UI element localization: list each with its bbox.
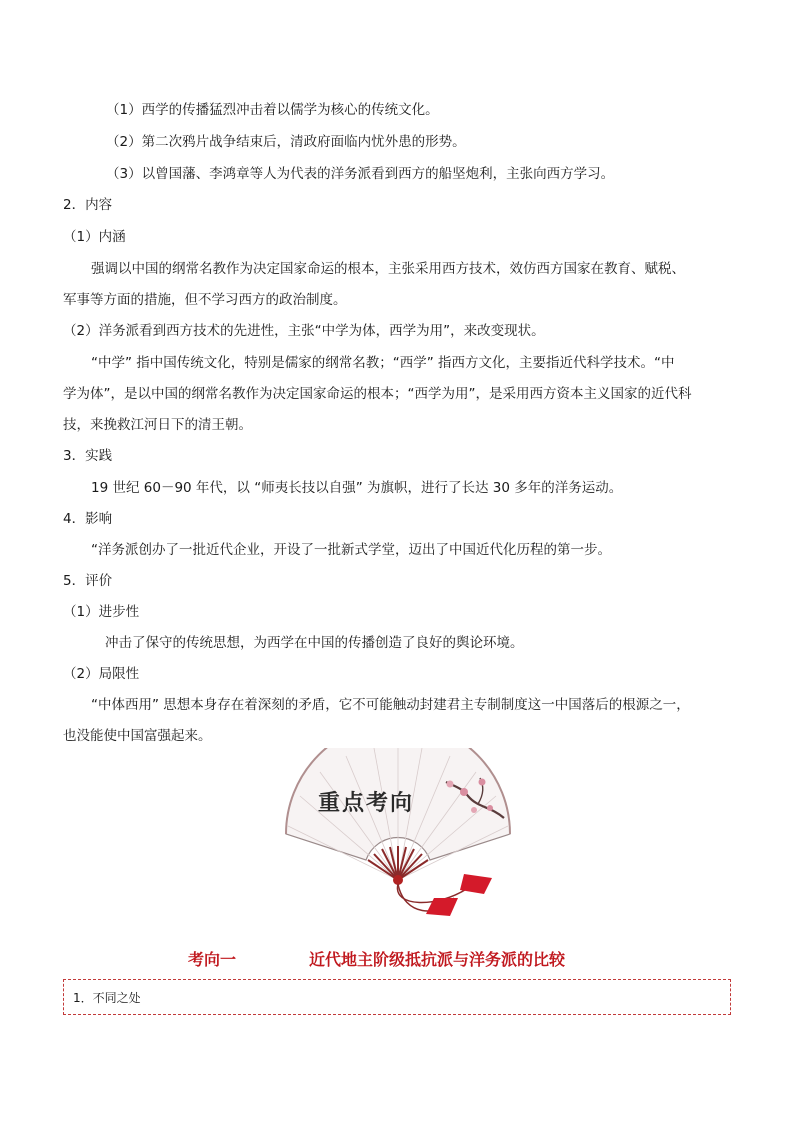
background-point-2: （2）第二次鸦片战争结束后，清政府面临内忧外患的形势。 [106, 134, 466, 150]
subheading-progressiveness: （1）进步性 [63, 604, 140, 620]
comparison-box [63, 979, 731, 1015]
heading-influence: 4．影响 [63, 511, 113, 527]
box-heading: 1．不同之处 [73, 991, 141, 1005]
zhongxue-text-line-1: “中学” 指中国传统文化，特别是儒家的纲常名教；“西学” 指西方文化，主要指近代科学技术。“中 [91, 355, 675, 371]
zhongxue-text-line-2: 学为体”，是以中国的纲常名教作为决定国家命运的根本；“西学为用”，是采用西方资本主义国家的近代科 [63, 386, 692, 402]
limitations-text-line-1: “中体西用” 思想本身存在着深刻的矛盾，它不可能触动封建君主专制制度这一中国落后的根源之一， [91, 697, 690, 713]
section-label: 考向一 [188, 950, 237, 969]
zhongxue-text-line-3: 技，来挽救江河日下的清王朝。 [63, 417, 252, 433]
heading-content: 2．内容 [63, 197, 113, 213]
background-point-1: （1）西学的传播猛烈冲击着以儒学为核心的传统文化。 [106, 102, 439, 118]
background-point-3: （3）以曾国藩、李鸿章等人为代表的洋务派看到西方的船坚炮利，主张向西方学习。 [106, 166, 615, 182]
subheading-limitations: （2）局限性 [63, 666, 140, 682]
section-title: 近代地主阶级抵抗派与洋务派的比较 [309, 950, 566, 969]
subheading-zhongti-xiyong: （2）洋务派看到西方技术的先进性，主张“中学为体，西学为用”，来改变现状。 [63, 323, 545, 339]
heading-practice: 3．实践 [63, 448, 113, 464]
folding-fan-icon [278, 748, 518, 928]
tassel-icon [397, 874, 492, 916]
limitations-text-line-2: 也没能使中国富强起来。 [63, 728, 212, 744]
connotation-text-line-1: 强调以中国的纲常名教作为决定国家命运的根本，主张采用西方技术，效仿西方国家在教育、赋税、 [91, 261, 685, 277]
practice-text: 19 世纪 60－90 年代，以 “师夷长技以自强” 为旗帜，进行了长达 30 多年的洋务运动。 [91, 480, 623, 496]
connotation-text-line-2: 军事等方面的措施，但不学习西方的政治制度。 [63, 292, 347, 308]
heading-evaluation: 5．评价 [63, 573, 113, 589]
progressiveness-text: 冲击了保守的传统思想，为西学在中国的传播创造了良好的舆论环境。 [105, 635, 524, 651]
banner-title: 重点考向 [318, 790, 415, 816]
subheading-connotation: （1）内涵 [63, 229, 126, 245]
influence-text: “洋务派创办了一批近代企业，开设了一批新式学堂，迈出了中国近代化历程的第一步。 [91, 542, 611, 558]
